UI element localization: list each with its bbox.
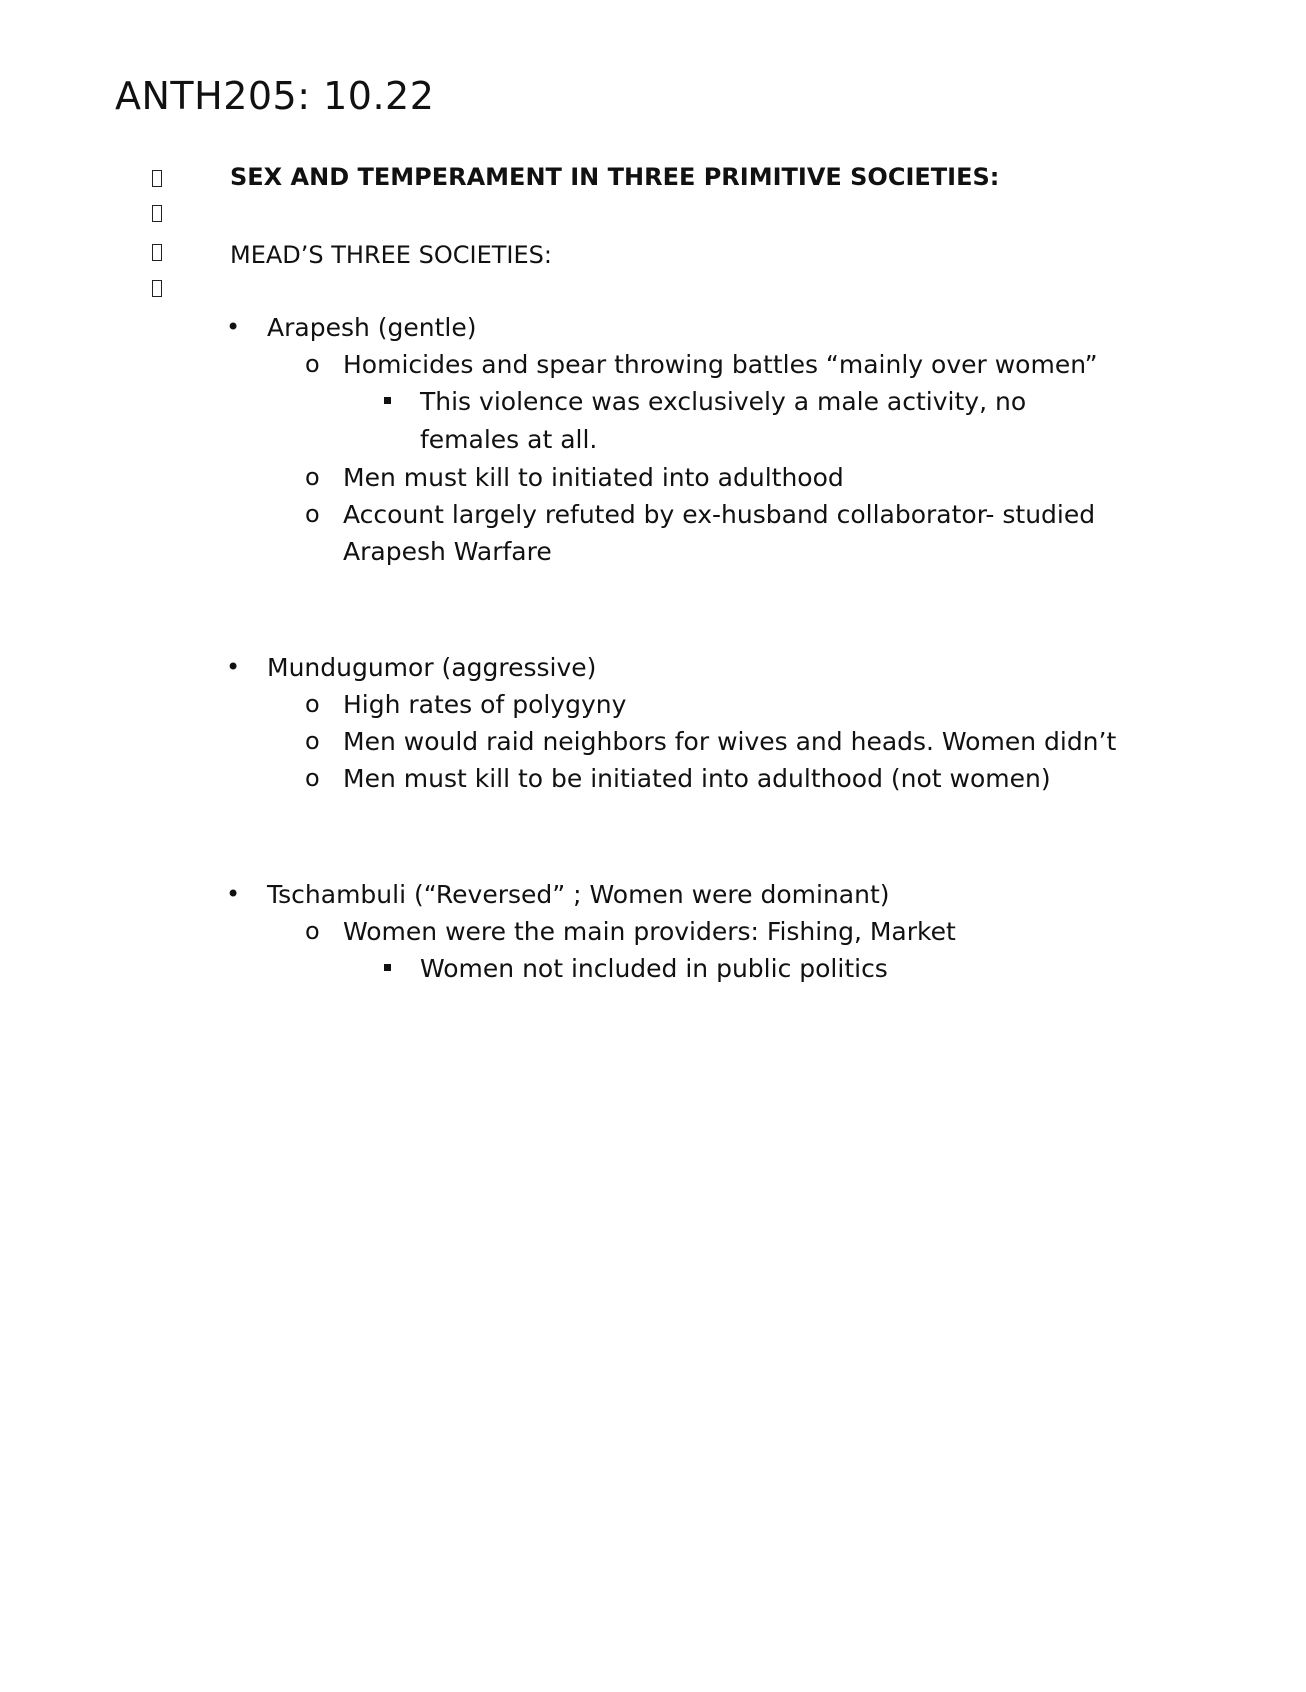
missing-glyph-icon — [152, 170, 162, 187]
list-item: Women were the main providers: Fishing, Market — [343, 917, 956, 946]
society-name: Tschambuli (“Reversed” ; Women were dominant) — [267, 880, 890, 909]
list-item: Homicides and spear throwing battles “mainly over women” — [343, 350, 1098, 379]
society-name: Mundugumor (aggressive) — [267, 653, 597, 682]
circle-bullet-icon: o — [305, 463, 320, 491]
circle-bullet-icon: o — [305, 350, 320, 378]
missing-glyph-icon — [152, 205, 162, 222]
circle-bullet-icon: o — [305, 727, 320, 755]
list-item: Men would raid neighbors for wives and heads. Women didn’t — [343, 727, 1117, 756]
missing-glyph-icon — [152, 280, 162, 297]
society-name: Arapesh (gentle) — [267, 313, 477, 342]
list-item: Men must kill to be initiated into adulthood (not women) — [343, 764, 1051, 793]
list-item: Account largely refuted by ex-husband collaborator- studied — [343, 500, 1096, 529]
circle-bullet-icon: o — [305, 500, 320, 528]
list-item: Women not included in public politics — [420, 954, 888, 983]
bullet-icon: • — [226, 313, 241, 341]
bullet-icon: • — [226, 653, 241, 681]
bullet-icon: • — [226, 880, 241, 908]
section-heading: SEX AND TEMPERAMENT IN THREE PRIMITIVE SOCIETIES: — [230, 163, 1000, 191]
document-title: ANTH205: 10.22 — [115, 74, 435, 118]
list-item-continuation: Arapesh Warfare — [343, 537, 552, 566]
list-item: Men must kill to initiated into adulthood — [343, 463, 844, 492]
list-item: High rates of polygyny — [343, 690, 627, 719]
square-bullet-icon — [384, 397, 391, 404]
missing-glyph-icon — [152, 244, 162, 261]
square-bullet-icon — [384, 964, 391, 971]
circle-bullet-icon: o — [305, 764, 320, 792]
circle-bullet-icon: o — [305, 917, 320, 945]
circle-bullet-icon: o — [305, 690, 320, 718]
section-subheading: MEAD’S THREE SOCIETIES: — [230, 241, 552, 269]
list-item: This violence was exclusively a male activity, no — [420, 387, 1027, 416]
list-item-continuation: females at all. — [420, 425, 598, 454]
